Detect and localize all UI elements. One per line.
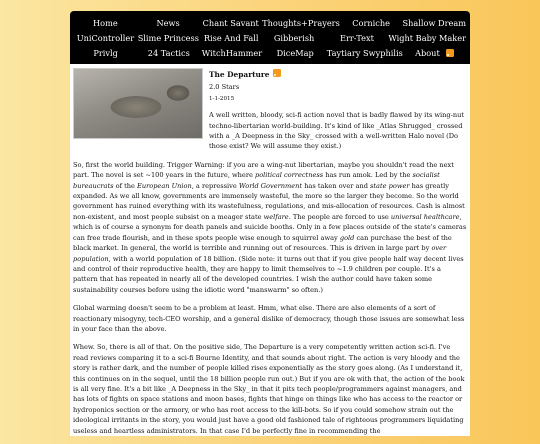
post-thumbnail-cat-image: [73, 68, 203, 139]
nav-taytiary-swyphilis[interactable]: Taytiary Swyphilis: [326, 48, 403, 58]
top-navigation: [70, 11, 470, 64]
post-header: [73, 68, 467, 160]
nav-rise-and-fall[interactable]: Rise And Fall: [203, 33, 259, 43]
nav-err-text[interactable]: Err-Text: [340, 33, 374, 43]
post-rss-icon[interactable]: [273, 69, 281, 77]
p1-emph: political correctness: [254, 171, 324, 180]
nav-row-2: [74, 31, 466, 46]
nav-chant-savant[interactable]: Chant Savant: [202, 18, 259, 28]
p1-emph: state power: [370, 181, 410, 190]
nav-dicemap[interactable]: DiceMap: [276, 48, 314, 58]
p1-text: of the: [113, 181, 138, 190]
nav-shallow-dream[interactable]: Shallow Dream: [402, 18, 467, 28]
main-content: [70, 64, 470, 436]
p1-emph: World Government: [238, 181, 303, 190]
nav-privlg[interactable]: Privlg: [93, 48, 118, 58]
nav-24-tactics[interactable]: 24 Tactics: [147, 48, 190, 58]
post-title-text: The Departure: [209, 70, 270, 79]
p1-text: . The people are forced to use: [288, 212, 391, 221]
nav-wight-baby-maker[interactable]: Wight Baby Maker: [388, 33, 467, 43]
p1-text: can purchase the best of the black market. In general, the world is terrible and running out of resources. This is driven in large part by: [73, 233, 452, 253]
post-intro: A well written, bloody, sci-fi action novel that is badly flawed by its wing-nut techno-libertarian world-building. It's kind of like _Atlas Shrugged_ crossed with a _A Deepness in the Sky_ crossed with a well-written Halo novel (Do those exist? We will assume they exist.): [209, 111, 464, 151]
post-paragraph-2: Global warming doesn't seem to be a problem at least. Hmm, what else. There are also elements of a sort of reactionary misogyny, tech-CEO worship, and a general dislike of democracy, though those issues are somewhat less in your face than the above.: [73, 304, 465, 333]
post-title[interactable]: [209, 69, 467, 80]
nav-row-1: [74, 16, 466, 31]
post-paragraph-1: [73, 160, 467, 295]
p1-text: has run amok. Led by the: [323, 171, 413, 180]
page: [70, 11, 470, 444]
post-date: 1-1-2015: [209, 95, 235, 102]
nav-unicontroller[interactable]: UniController: [76, 33, 135, 43]
post-paragraph-3: Whew. So, there is all of that. On the positive side, The Departure is a very competently written action sci-fi. I've read reviews comparing it to a sci-fi Bourne Identity, and that sounds about right. The action is very bloody and the story is rather dark, and the number of people killed rises exponentially as the story goes along. (As I understand it, this continues on in the sequel, until the 18 billion people run out.) But if you are ok with that, the action of the book is all very fine. It's a bit like _A Deepness in the Sky_ in that it pits tech people/programmers against managers, and has lots of fights on space stations and moon bases, fights that hinge on things like who has access to the reactor or hydroponics section or the armory, or who has root access to the kill-bots. So if you could somehow strain out the ideological irritants in the story, you would just have a good old fashioned tale of righteous programmers liquidating useless and heartless administrators. In that case I'd be perfectly fine in recommending the: [73, 343, 465, 435]
p1-emph: universal healthcare: [390, 212, 460, 221]
nav-thoughts-prayers[interactable]: Thoughts+Prayers: [262, 18, 340, 28]
nav-row-3: [74, 46, 466, 61]
nav-about-label: About: [415, 48, 440, 58]
p1-emph: European Union: [137, 181, 192, 190]
p1-text: So, first the world building. Trigger Warning: if you are a wing-nut libertarian, maybe you shouldn't read the next part. The novel is set ~100 years in the future, where: [73, 160, 454, 180]
p1-text: , which is of course a synonym for death panels and suicide booths. Only in a few places outside of the state's cameras can free trade flourish, and in these spots people wise enough to squirrel away: [73, 212, 467, 242]
p1-text: , a repressive: [191, 181, 239, 190]
nav-gibberish[interactable]: Gibberish: [273, 33, 315, 43]
post-rating: 2.0 Stars: [209, 83, 240, 92]
p1-text: , with a world population of 18 billion. (Side note: it turns out that if you give people half way decent lives and control of their reproductive health, they are happy to limit themselves to ~1.9 children per couple. It's a pattern that has repeated in nearly all of the developed countries. I wish the author could have taken some sustainability courses before using the idiotic word "manswarm" so often.): [73, 254, 464, 294]
nav-witchhammer[interactable]: WitchHammer: [201, 48, 263, 58]
p1-emph: over population: [73, 244, 447, 263]
p1-emph: gold: [339, 233, 355, 242]
nav-about[interactable]: [403, 46, 466, 61]
nav-home[interactable]: Home: [93, 18, 118, 28]
nav-slime-princess[interactable]: Slime Princess: [137, 33, 199, 43]
p1-text: has greatly expanded. As we all know, governments are immensely wasteful, the more so the larger they become. So the world government has ruined everything with its wastefulness, regulations, and mis-allocation of resources. Cash is almost non-existent, and most people subsist on a meager state: [73, 181, 465, 221]
p1-emph: welfare: [263, 212, 289, 221]
p1-emph: socialist bureaucrats: [73, 171, 440, 190]
rss-feed-icon[interactable]: [446, 49, 454, 57]
nav-corniche[interactable]: Corniche: [352, 18, 391, 28]
p1-text: has taken over and: [302, 181, 371, 190]
post-meta: [203, 68, 467, 160]
nav-news[interactable]: News: [156, 18, 180, 28]
